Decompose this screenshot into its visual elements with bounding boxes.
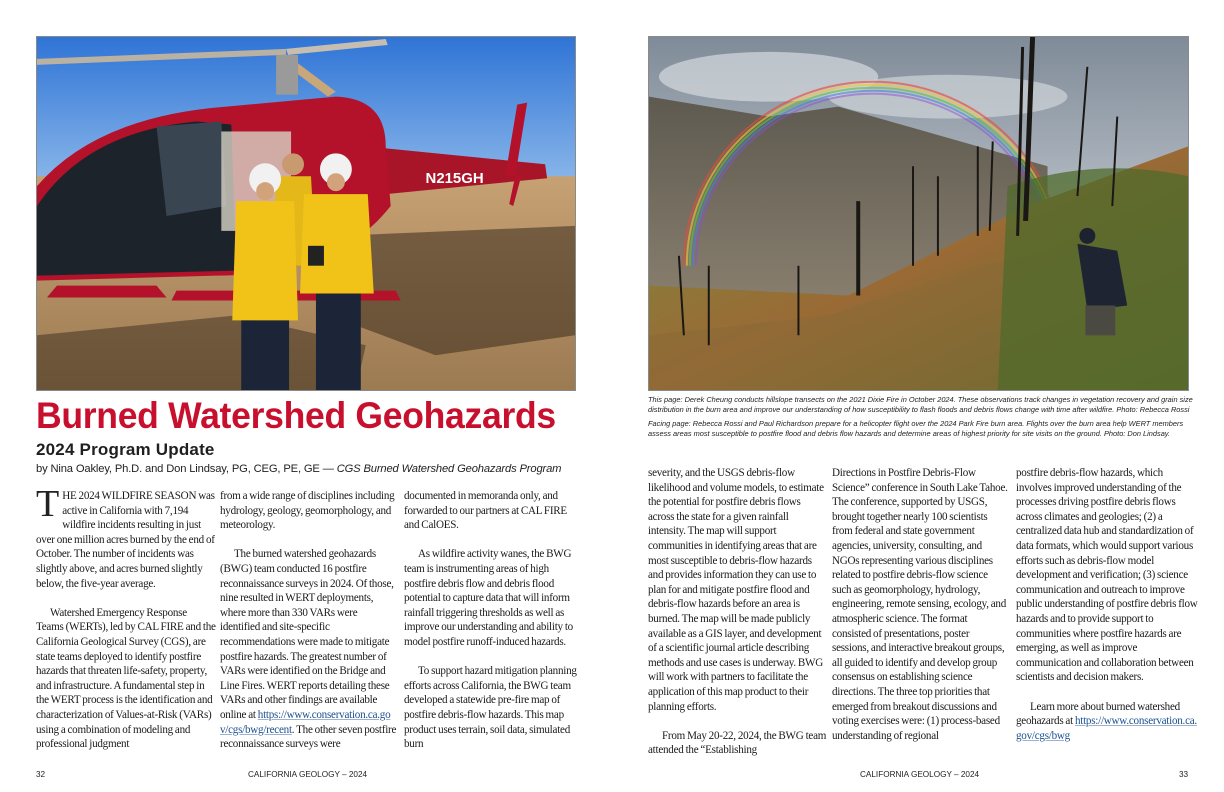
landing-skid — [47, 286, 167, 298]
paragraph: From May 20-22, 2024, the BWG team attended the “Establishing — [648, 729, 827, 757]
right-column-1 — [648, 466, 828, 758]
caption-facing-page: Facing page: Rebecca Rossi and Paul Richardson prepare for a helicopter flight over the 2024 Park Fire burn area. Flights over the burn area help WERT members assess areas most susceptible to postfire flood and debris flow hazards and determine areas of highest priority for site visits on the ground. Photo: Don Lindsay. — [648, 419, 1184, 438]
left-column-2 — [220, 489, 398, 752]
helicopter-crew-photo — [36, 36, 576, 391]
article-subtitle: 2024 Program Update — [36, 440, 215, 459]
paragraph: severity, and the USGS debris-flow likelihood and volume models, to estimate the potential for postfire debris flows across the state for a given rainfall intensity. The map will support communities in identifying areas that are most susceptible to debris-flow hazards and provides information they can use to plan for and mitigate postfire flood and debris-flow hazards before an area is burned. The map will be made publicly available as a GIS layer, and development of a scientific journal article describing methods and use cases is underway. BWG will work with partners to facilitate the application of this map product to their planning efforts. — [648, 467, 824, 713]
byline-affiliation: CGS Burned Watershed Geohazards Program — [336, 463, 562, 475]
page-number-right: 33 — [1179, 770, 1189, 779]
bwg-recent-link[interactable]: https://www.conservation.ca.gov/cgs/bwg/recent — [220, 708, 391, 736]
bwg-link[interactable]: https://www.conservation.ca.gov/cgs/bwg — [1016, 715, 1197, 742]
paragraph — [36, 483, 216, 591]
paragraph-text: was active in California with 7,194 wildfire incidents resulting in just over one million acres burned by the end of October. The number of incidents was slightly above, and acres burned slightly below, the five-year average. — [36, 490, 215, 590]
footer-masthead-left: CALIFORNIA GEOLOGY – 2024 — [248, 770, 368, 779]
paragraph: from a wide range of disciplines including hydrology, geology, geomorphology, and meteorology. — [220, 490, 395, 532]
caption-this-page: This page: Derek Cheung conducts hillslope transects on the 2021 Dixie Fire in October 2024. These observations track changes in vegetation recovery and grain size distribution in the burn area and improve our understanding of how susceptibility to flash floods and debris flows change with time after wildfire. Photo: Rebecca Rossi — [648, 395, 1193, 414]
paragraph-text: Learn more about burned watershed geohazards at — [1016, 700, 1180, 728]
right-column-3 — [1016, 466, 1198, 743]
left-column-1 — [36, 483, 216, 752]
right-column-2 — [832, 466, 1008, 743]
byline-authors: by Nina Oakley, Ph.D. and Don Lindsay, PG, CEG, PE, GE — — [36, 463, 337, 475]
article-title: Burned Watershed Geohazards — [36, 395, 556, 436]
paragraph: Directions in Postfire Debris-Flow Science” conference in South Lake Tahoe. The conference, supported by USGS, brought together nearly 100 scientists from federal and state government agencies, university, consulting, and NGOs representing various disciplines related to postfire debris-flow science such as geomorphology, hydrology, engineering, remote sensing, ecology, and atmospheric science. The format consisted of presentations, poster sessions, and interactive breakout groups, all guided to identify and develop group consensus on establishing science directions. The three top priorities that emerged from breakout discussions and voting exercises were: (1) process-based understanding of regional — [832, 467, 1008, 742]
paragraph: documented in memoranda only, and forwarded to our partners at CAL FIRE and CalOES. — [404, 490, 567, 532]
left-column-3 — [404, 489, 582, 752]
paragraph-text: The burned watershed geohazards (BWG) team conducted 16 postfire reconnaissance surveys in 2024. Of those, nine resulted in WERT deployments, where more than 330 VARs were identified and site-specific recommendations were made to mitigate postfire hazards. The greatest number of VARs were identified on the Bridge and Line Fires. WERT reports detailing these VARs and other findings are available online at — [220, 548, 394, 721]
paragraph-text: . The other seven postfire reconnaissance surveys were — [220, 723, 397, 751]
tail-number: N215GH — [425, 170, 484, 188]
rotor-mast — [276, 55, 298, 95]
lead-in: HE 2024 WILDFIRE SEASON — [62, 490, 197, 502]
paragraph: postfire debris-flow hazards, which involves improved understanding of the processes driving postfire debris flows across climates and geologies; (2) a centralized data hub and standardization of data formats, which would support various efforts such as debris-flow model development and verification; (3) science communication and outreach to improve public understanding of postfire debris flow hazards and to provide support to communities where postfire hazards are emerging, as well as improve communication and collaboration between scientists and decision makers. — [1016, 467, 1198, 684]
paragraph: Watershed Emergency Response Teams (WERTs), led by CAL FIRE and the California Geological Survey (CGS), are state teams deployed to identify postfire hazards that threaten life-safety, property, and infrastructure. A fundamental step in the WERT process is the identification and characterization of Values-at-Risk (VARs) using a combination of modeling and professional judgment — [36, 606, 216, 751]
drop-cap: T — [36, 483, 60, 525]
helicopter-photo-illustration — [37, 37, 575, 390]
footer-masthead-right: CALIFORNIA GEOLOGY – 2024 — [860, 770, 980, 779]
paragraph — [220, 547, 398, 751]
page-number-left: 32 — [36, 770, 46, 779]
rainbow-hillslope-photo — [648, 36, 1189, 391]
cockpit-door — [157, 122, 227, 216]
rainbow-photo-illustration — [649, 37, 1188, 390]
paragraph: As wildfire activity wanes, the BWG team is instrumenting areas of high postfire debris flow and debris flood potential to capture data that will inform rainfall triggering thresholds as well as improve our understanding and ability to model postfire runoff-induced hazards. — [404, 548, 573, 648]
right-page — [612, 0, 1224, 792]
paragraph: To support hazard mitigation planning efforts across California, the BWG team developed a statewide pre-fire map of postfire debris-flow hazards. This map product uses terrain, soil data, simulated burn — [404, 665, 577, 751]
byline — [36, 462, 581, 476]
paragraph — [1016, 700, 1198, 744]
photo-caption — [648, 395, 1193, 439]
